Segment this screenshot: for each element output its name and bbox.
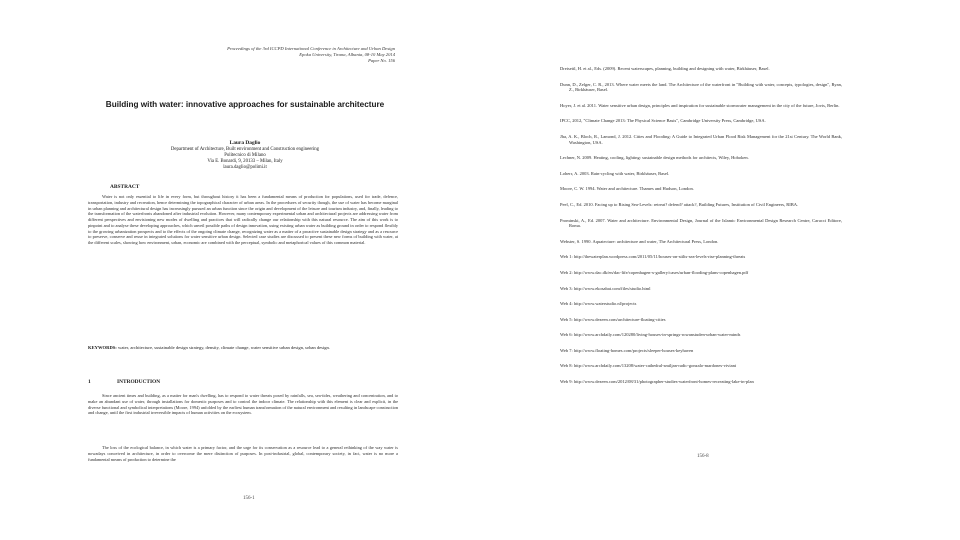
keywords-label: KEYWORDS: [88, 345, 117, 350]
intro-paragraph: The loss of the ecological balance, in which water is a primary factor, and the urge for its conservation as a resource lead to a general rethinking of the way water is nowadays conceived in architecture, in order to overcome the mere distinction of purposes. In post-industrial, global, contemporary society, in fact, water is no more a fundamental means of production to determine the [88, 445, 398, 462]
section-title: INTRODUCTION [117, 379, 161, 385]
reference-item: Web 3: http://www.ekosabat.com/files/studio.html [560, 285, 651, 291]
header-line: Epoka University, Tirana, Albania, 08-10 May 2014 [299, 51, 395, 57]
reference-list [560, 66, 842, 385]
author-affiliation-line: Via E. Bonardi, 9, 20133 – Milan, Italy [207, 158, 283, 164]
author-block [100, 141, 390, 171]
author-email: laura.daglio@polimi.it [223, 164, 267, 170]
reference-item: Dreiseitl, H. et al., Eds. (2009). Recent waterscapes, planning, building and designing with water, Birkhäuser, Basel. [560, 66, 770, 71]
author-name: Laura Daglio [229, 140, 261, 146]
proceedings-header [135, 46, 395, 63]
reference-item: Web 6: http://www.archdaily.com/120280/living-houses-in-springs-rowanstuden-urban-water-minds [560, 332, 741, 338]
header-line: Paper No. 156 [368, 57, 395, 63]
paper-title: Building with water: innovative approaches for sustainable architecture [105, 100, 385, 109]
author-affiliation-line: Department of Architecture, Built environment and Construction engineering [170, 146, 320, 152]
reference-item: Loherr, A. 2003. Rain-cycling with water, Birkhäuser, Basel. [560, 170, 670, 176]
intro-paragraph: Since ancient times and building, as a matter for man's dwelling, has to respond to water threats posed by rainfalls, sea, sea-tides, weathering and concentration, and to make an abundant use of water, through installations for domestic purposes and to control the indoor climate. The relationship with this element is clear and explicit, in the diverse functional and symbolical interpretations (Moore, 1994) unfolded by the earliest human transformation of the natural environment and resulting in landscape construction and change, until the first industrial irreversible impacts of human activities on the ecosystem. [88, 393, 398, 416]
section-number: 1 [88, 379, 91, 385]
page-number: 156-8 [697, 454, 709, 459]
reference-item: Web 7: http://www.floating-homes.com/projects/sleeper-houses-keyhaven [560, 347, 694, 353]
author-affiliation-line: Politecnico di Milano [224, 152, 266, 158]
page-number: 156-1 [243, 496, 255, 501]
reference-item: Prominski, A., Ed. 2007. Water and architecture. Environmental Design, Journal of the Islamic Environmental Design Research Centre, Carucci Editore, Roma. [560, 217, 842, 229]
reference-item: Web 8: http://www.archdaily.com/13208/water-cathedral-smiljan-radic-gonzalo-mardones-viviani [560, 363, 737, 369]
reference-item: Webster, S. 1990. Aquatecture: architecture and water, The Architectural Press, London. [560, 238, 719, 244]
reference-item: Jha, A. K., Bloch, R., Lamond, J. 2012. Cities and Flooding: A Guide to Integrated Urban Flood Risk Management for the 21st Century. The World Bank, Washington, USA. [560, 133, 842, 145]
reference-item: Dunn, D., Zelger, C. R., 2013. Where water meets the land. The Architecture of the waterfront in "Building with water, concepts, typologies, design", Ryan, Z., Birkhäuser, Basel. [560, 81, 842, 93]
reference-item: Web 4: http://www.waterstudio.nl/projects [560, 301, 637, 307]
reference-item: Moore, C. W. 1994. Water and architecture. Thames and Hudson, London. [560, 186, 694, 192]
abstract-text: Water is not only essential to life in every form, but throughout history it has been a fundamental means of production for populations, used for trade, defence, transportation, industry and recreation, hence determining the topographical character of urban areas. In the procedures of security though, the use of water has become marginal in urban planning and architectural design has increasingly pursued an urban function since the origin and development of the leisure and tourism industry, and, finally, leading to the transformation of the waterfronts abandoned after industrial evolution. However, many contemporary experimental urban and architectural projects are addressing water from different perspectives and envisioning new modes of dwelling and practices that will radically change our relationship with this natural resource. The aim of this work is to pinpoint and to analyse these developing approaches, which unveil possible paths of design innovation, using existing urban water as building ground in order to respond flexibly to the growing urbanization prospects and to the effects of the ongoing climate change, recognizing water as a matter of a proactive sustainable design strategy and as a resource to preserve, conserve and reuse in integrated solutions for water sensitive urban design. Selected case studies are discussed to present these new forms of building with water, at the different scales, showing how environment, urban, economic are combined with the perceptual, symbolic and metaphorical values of this common material. [88, 194, 398, 245]
abstract-heading: ABSTRACT [110, 184, 140, 190]
reference-item: Web 5: http://www.dezeen.com/architecture-floating-cities [560, 316, 666, 322]
reference-item: Lechner, N. 2009. Heating, cooling, lighting: sustainable design methods for architects, Wiley, Hoboken. [560, 155, 749, 161]
keywords-text: water, architecture, sustainable design strategy, density, climate change, water sensitive urban design, urban design. [118, 345, 330, 350]
reference-item: Peel, C., Ed. 2010. Facing up to Rising Sea-Levels: retreat? defend? attack?, Building Futures, Institution of Civil Engineers, RIBA. [560, 201, 799, 207]
reference-item: Web 1: http://thewaterplan.wordpress.com/2011/05/11/houses-on-stilts-sea-levels-rise-planning-threats [560, 254, 746, 260]
reference-item: Web 2: http://www.dac.dk/en/dac-life/copenhagen-x-gallery/cases/urban-flooding-plans-copenhagen.pdf [560, 269, 749, 275]
reference-item: IPCC, 2012, "Climate Change 2013: The Physical Science Basis", Cambridge University Press, Cambridge, USA. [560, 118, 766, 124]
reference-item: Web 9: http://www.dezeen.com/2012/08/31/photographer-studies-waterfront-homes-recreating-lake-in-plan [560, 379, 754, 385]
header-line: Proceedings of the 3rd ICCPD International Conference in Architecture and Urban Design [227, 46, 395, 51]
reference-item: Hoyer, J. et al. 2011. Water sensitive urban design, principles and inspiration for sustainable stormwater management in the city of the future, Jovis, Berlin. [560, 102, 840, 108]
keywords [88, 345, 398, 351]
